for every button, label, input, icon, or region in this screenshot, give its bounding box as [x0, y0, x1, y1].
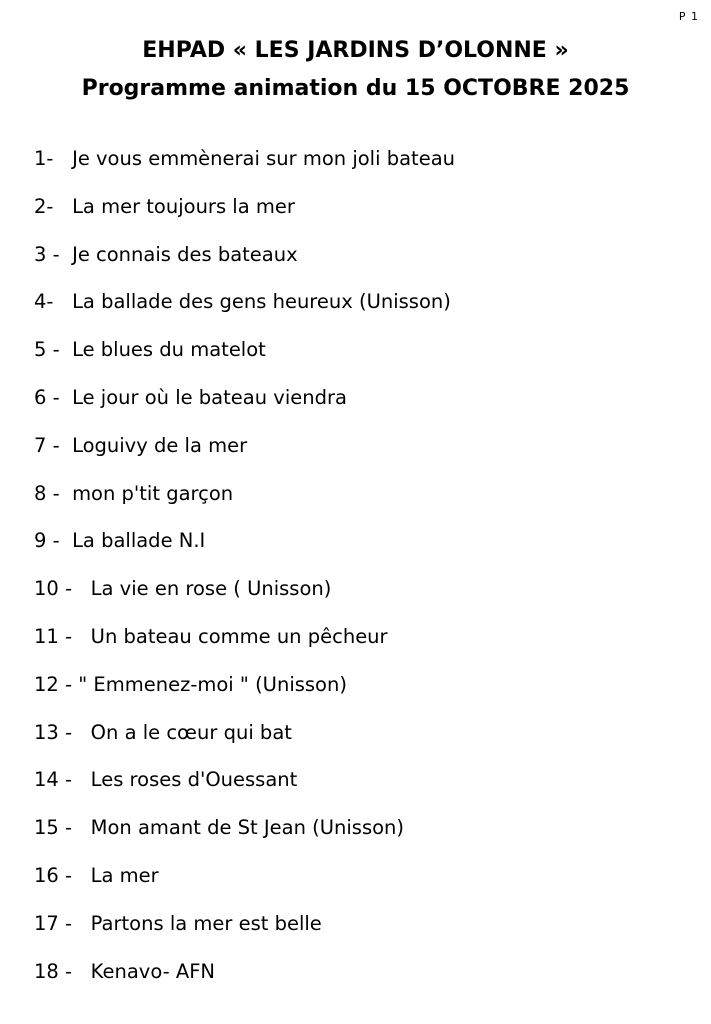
- song-number: 14 -: [34, 768, 73, 792]
- song-title: Kenavo- AFN: [90, 959, 216, 983]
- song-title: La mer: [90, 863, 159, 887]
- song-title: Le blues du matelot: [72, 338, 266, 362]
- list-item: [34, 427, 455, 475]
- list-item: [34, 379, 455, 427]
- song-number: 17 -: [34, 911, 73, 935]
- song-title: Je connais des bateaux: [72, 242, 298, 266]
- song-title: Partons la mer est belle: [90, 911, 322, 935]
- song-title: Mon amant de St Jean (Unisson): [90, 816, 405, 840]
- song-separator: [72, 912, 91, 935]
- song-separator: [72, 864, 91, 887]
- list-item: [34, 714, 455, 762]
- song-separator: [53, 147, 72, 170]
- list-item: [34, 905, 455, 953]
- list-item: [34, 236, 455, 284]
- document-subtitle: Programme animation du 15 OCTOBRE 2025: [81, 76, 630, 101]
- document-header: [0, 32, 711, 108]
- song-separator: [60, 386, 72, 409]
- list-item: [34, 188, 455, 236]
- song-number: 4-: [34, 290, 54, 314]
- list-item: [34, 618, 455, 666]
- song-number: 3 -: [34, 242, 60, 266]
- song-number: 9 -: [34, 529, 60, 553]
- list-item: [34, 761, 455, 809]
- song-title: Je vous emmènerai sur mon joli bateau: [72, 147, 455, 170]
- song-title: La ballade N.I: [72, 529, 206, 553]
- list-item: [34, 666, 455, 714]
- song-separator: [60, 529, 72, 552]
- song-separator: [72, 625, 91, 648]
- song-number: 12 -: [34, 672, 73, 696]
- song-title: On a le cœur qui bat: [90, 720, 292, 744]
- song-title: " Emmenez-moi " (Unisson): [78, 672, 347, 696]
- page-number: P 1: [678, 10, 699, 23]
- song-separator: [72, 768, 91, 791]
- list-item: [34, 331, 455, 379]
- song-separator: [60, 338, 72, 361]
- list-item: [34, 809, 455, 857]
- song-separator: [53, 290, 72, 313]
- song-title: Les roses d'Ouessant: [90, 768, 298, 792]
- song-number: 10 -: [34, 577, 73, 601]
- list-item: [34, 475, 455, 523]
- song-number: 13 -: [34, 720, 73, 744]
- song-number: 11 -: [34, 624, 73, 648]
- song-list: [34, 140, 455, 1000]
- list-item: [34, 953, 455, 1001]
- list-item: [34, 570, 455, 618]
- song-title: Le jour où le bateau viendra: [72, 385, 347, 409]
- song-separator: [60, 434, 72, 457]
- song-separator: [72, 577, 91, 600]
- song-title: mon p'tit garçon: [72, 481, 234, 505]
- song-number: 8 -: [34, 481, 60, 505]
- song-number: 7 -: [34, 433, 60, 457]
- song-separator: [72, 816, 91, 839]
- song-number: 18 -: [34, 959, 73, 983]
- song-number: 1-: [34, 147, 54, 170]
- song-number: 5 -: [34, 338, 60, 362]
- list-item: [34, 283, 455, 331]
- song-separator: [53, 195, 72, 218]
- list-item: [34, 140, 455, 188]
- song-number: 16 -: [34, 863, 73, 887]
- song-separator: [60, 482, 72, 505]
- list-item: [34, 857, 455, 905]
- song-title: La vie en rose ( Unisson): [90, 577, 332, 601]
- song-title: La mer toujours la mer: [72, 194, 295, 218]
- song-title: Loguivy de la mer: [72, 433, 248, 457]
- document-title: EHPAD « LES JARDINS D’OLONNE »: [142, 38, 569, 63]
- song-number: 2-: [34, 194, 54, 218]
- song-number: 15 -: [34, 816, 73, 840]
- song-separator: [72, 960, 91, 983]
- song-title: La ballade des gens heureux (Unisson): [72, 290, 451, 314]
- song-separator: [72, 721, 91, 744]
- song-title: Un bateau comme un pêcheur: [90, 624, 388, 648]
- list-item: [34, 522, 455, 570]
- song-separator: [60, 243, 72, 266]
- song-number: 6 -: [34, 385, 60, 409]
